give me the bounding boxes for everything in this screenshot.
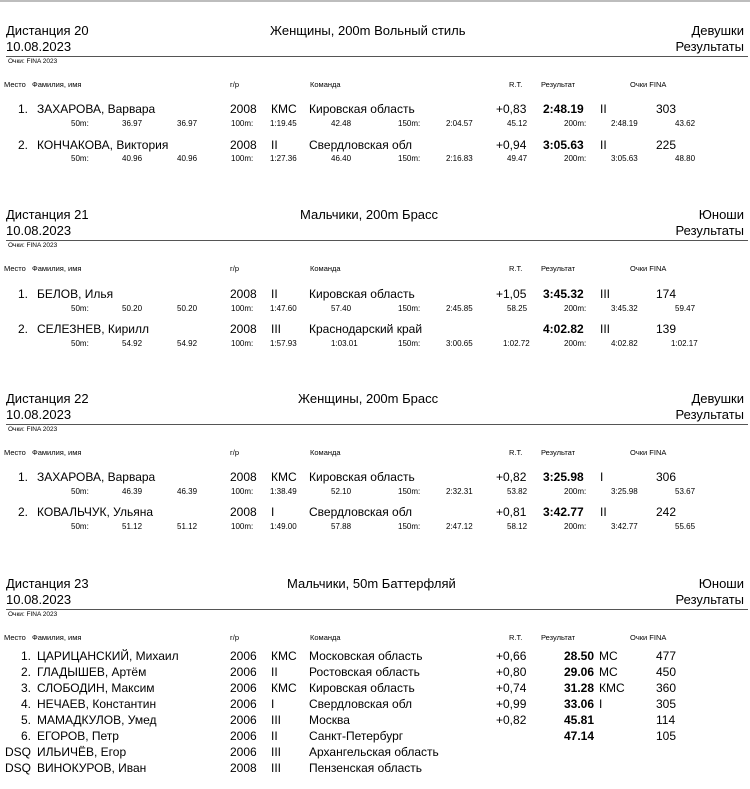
athlete-name: ЗАХАРОВА, Варвара	[37, 470, 156, 484]
event-group: Девушки	[691, 23, 744, 38]
result-time: 3:25.98	[543, 470, 584, 484]
place: 1.	[18, 470, 29, 484]
split-value: 1:57.93	[270, 339, 297, 348]
col-name: Фамилия, имя	[32, 633, 82, 642]
split-value: 58.25	[507, 304, 528, 313]
place: 1.	[20, 649, 31, 663]
col-year: г/р	[230, 80, 239, 89]
split-value: 50.20	[122, 304, 143, 313]
fina-points: 114	[656, 713, 676, 727]
fina-points: 242	[656, 505, 677, 519]
rank: II	[271, 729, 278, 743]
team: Архангельская область	[309, 745, 439, 759]
grade: I	[600, 470, 604, 484]
event-date: 10.08.2023	[6, 592, 72, 607]
team: Кировская область	[309, 287, 415, 301]
col-team: Команда	[310, 448, 341, 457]
split-value: 49.47	[507, 154, 528, 163]
rank: КМС	[271, 470, 297, 484]
col-rt: R.T.	[509, 264, 523, 273]
reaction-time: +0,83	[496, 102, 527, 116]
result-time: 47.14	[563, 729, 594, 743]
grade: МС	[599, 665, 618, 679]
event-date: 10.08.2023	[6, 223, 72, 238]
rank: КМС	[271, 681, 297, 695]
split-value: 1:02.17	[671, 339, 698, 348]
result-time: 2:48.19	[543, 102, 584, 116]
event-status: Результаты	[675, 592, 744, 607]
fina-points: 477	[656, 649, 677, 663]
athlete-name: МАМАДКУЛОВ, Умед	[37, 713, 157, 727]
split-value: 1:27.36	[270, 154, 297, 163]
reaction-time: +0,99	[496, 697, 527, 711]
col-points: Очки FINA	[630, 80, 667, 89]
split-value: 40.96	[122, 154, 143, 163]
birth-year: 2008	[230, 287, 257, 301]
col-points: Очки FINA	[630, 264, 667, 273]
col-name: Фамилия, имя	[32, 80, 82, 89]
grade: III	[600, 287, 611, 301]
event-title: Дистанция 23	[6, 576, 89, 591]
split-value: 57.88	[331, 522, 352, 531]
athlete-name: БЕЛОВ, Илья	[37, 287, 114, 301]
split-label: 100m:	[231, 119, 254, 128]
team: Краснодарский край	[309, 322, 423, 336]
split-label: 100m:	[231, 487, 254, 496]
col-points: Очки FINA	[630, 448, 667, 457]
split-label: 150m:	[398, 154, 421, 163]
col-result: Результат	[541, 633, 576, 642]
result-time: 33.06	[563, 697, 594, 711]
event-name: Женщины, 200m Брасс	[298, 391, 439, 406]
reaction-time: +0,82	[496, 713, 527, 727]
event-date: 10.08.2023	[6, 407, 72, 422]
fina-points: 303	[656, 102, 677, 116]
athlete-name: КОНЧАКОВА, Виктория	[37, 138, 169, 152]
split-label: 200m:	[564, 154, 587, 163]
rank: III	[271, 713, 282, 727]
event-title: Дистанция 21	[6, 207, 89, 222]
grade: МС	[599, 649, 618, 663]
split-value: 2:47.12	[446, 522, 473, 531]
rank: II	[271, 665, 278, 679]
split-value: 2:04.57	[446, 119, 473, 128]
athlete-name: ГЛАДЫШЕВ, Артём	[37, 665, 147, 679]
grade: I	[599, 697, 603, 711]
athlete-name: ИЛЬИЧЁВ, Егор	[37, 745, 127, 759]
split-label: 150m:	[398, 487, 421, 496]
team: Свердловская обл	[309, 697, 413, 711]
split-label: 100m:	[231, 304, 254, 313]
event-status: Результаты	[675, 223, 744, 238]
place: 2.	[20, 665, 31, 679]
split-value: 3:00.65	[446, 339, 473, 348]
split-label: 100m:	[231, 522, 254, 531]
col-result: Результат	[541, 80, 576, 89]
split-label: 150m:	[398, 119, 421, 128]
split-value: 57.40	[331, 304, 352, 313]
rank: КМС	[271, 649, 297, 663]
split-value: 1:49.00	[270, 522, 297, 531]
split-value: 1:38.49	[270, 487, 297, 496]
split-value: 43.62	[675, 119, 696, 128]
split-value: 53.82	[507, 487, 528, 496]
event-date: 10.08.2023	[6, 39, 72, 54]
split-value: 53.67	[675, 487, 696, 496]
divider	[6, 56, 748, 57]
split-value: 2:16.83	[446, 154, 473, 163]
split-value: 55.65	[675, 522, 696, 531]
split-value: 4:02.82	[611, 339, 638, 348]
col-year: г/р	[230, 264, 239, 273]
place: 4.	[20, 697, 31, 711]
col-result: Результат	[541, 264, 576, 273]
split-value: 46.40	[331, 154, 352, 163]
fina-points: 139	[656, 322, 677, 336]
col-year: г/р	[230, 448, 239, 457]
col-rt: R.T.	[509, 80, 523, 89]
fina-points: 105	[656, 729, 677, 743]
fina-points: 225	[656, 138, 677, 152]
team: Кировская область	[309, 470, 415, 484]
birth-year: 2006	[230, 649, 257, 663]
split-value: 1:03.01	[331, 339, 358, 348]
event-status: Результаты	[675, 407, 744, 422]
divider	[6, 240, 748, 241]
split-value: 1:47.60	[270, 304, 297, 313]
rank: II	[271, 287, 278, 301]
split-value: 2:45.85	[446, 304, 473, 313]
split-value: 3:42.77	[611, 522, 638, 531]
event-group: Юноши	[698, 207, 744, 222]
rank: I	[271, 697, 275, 711]
col-team: Команда	[310, 264, 341, 273]
team: Кировская область	[309, 681, 415, 695]
split-label: 200m:	[564, 522, 587, 531]
birth-year: 2008	[230, 138, 257, 152]
top-divider	[0, 0, 750, 2]
result-time: 3:05.63	[543, 138, 584, 152]
place: 1.	[18, 102, 29, 116]
split-value: 1:02.72	[503, 339, 530, 348]
split-value: 52.10	[331, 487, 352, 496]
team: Свердловская обл	[309, 505, 413, 519]
event-status: Результаты	[675, 39, 744, 54]
birth-year: 2008	[230, 470, 257, 484]
team: Свердловская обл	[309, 138, 413, 152]
reaction-time: +0,94	[496, 138, 527, 152]
result-time: 29.06	[563, 665, 594, 679]
birth-year: 2008	[230, 505, 257, 519]
result-time: 28.50	[563, 649, 594, 663]
fina-points: 360	[656, 681, 677, 695]
birth-year: 2008	[230, 322, 257, 336]
birth-year: 2006	[230, 681, 257, 695]
fina-points: 305	[656, 697, 677, 711]
col-points: Очки FINA	[630, 633, 667, 642]
place: 2.	[18, 138, 29, 152]
event-name: Женщины, 200m Вольный стиль	[270, 23, 466, 38]
split-value: 3:45.32	[611, 304, 638, 313]
reaction-time: +0,66	[496, 649, 527, 663]
col-place: Место	[4, 80, 26, 89]
split-label: 200m:	[564, 339, 587, 348]
athlete-name: НЕЧАЕВ, Константин	[37, 697, 157, 711]
place: 2.	[18, 505, 29, 519]
event-title: Дистанция 20	[6, 23, 89, 38]
team: Ростовская область	[309, 665, 420, 679]
place: 5.	[20, 713, 31, 727]
rank: III	[271, 745, 282, 759]
athlete-name: ВИНОКУРОВ, Иван	[37, 761, 147, 775]
col-year: г/р	[230, 633, 239, 642]
athlete-name: КОВАЛЬЧУК, Ульяна	[37, 505, 154, 519]
split-value: 2:48.19	[611, 119, 638, 128]
event-group: Юноши	[698, 576, 744, 591]
athlete-name: ЦАРИЦАНСКИЙ, Михаил	[37, 649, 179, 663]
split-value: 40.96	[177, 154, 198, 163]
birth-year: 2006	[230, 697, 257, 711]
col-team: Команда	[310, 80, 341, 89]
athlete-name: ЕГОРОВ, Петр	[37, 729, 119, 743]
split-label: 100m:	[231, 154, 254, 163]
place: 2.	[18, 322, 29, 336]
split-label: 50m:	[71, 522, 89, 531]
result-time: 45.81	[563, 713, 594, 727]
place: 1.	[18, 287, 29, 301]
event-name: Мальчики, 50m Баттерфляй	[287, 576, 456, 591]
split-value: 54.92	[177, 339, 198, 348]
split-label: 100m:	[231, 339, 254, 348]
rank: II	[271, 138, 278, 152]
team: Кировская область	[309, 102, 415, 116]
grade: II	[600, 102, 607, 116]
event-name: Мальчики, 200m Брасс	[300, 207, 439, 222]
split-value: 45.12	[507, 119, 528, 128]
fina-points: 450	[656, 665, 677, 679]
reaction-time: +0,80	[496, 665, 527, 679]
split-value: 42.48	[331, 119, 352, 128]
athlete-name: ЗАХАРОВА, Варвара	[37, 102, 156, 116]
split-label: 50m:	[71, 487, 89, 496]
grade: III	[600, 322, 611, 336]
place: 3.	[20, 681, 31, 695]
result-time: 3:45.32	[543, 287, 584, 301]
place: DSQ	[4, 761, 31, 775]
fina-points: 174	[656, 287, 677, 301]
team: Пензенская область	[309, 761, 423, 775]
team: Москва	[309, 713, 350, 727]
divider	[6, 424, 748, 425]
birth-year: 2006	[230, 713, 257, 727]
split-label: 150m:	[398, 339, 421, 348]
split-value: 2:32.31	[446, 487, 473, 496]
split-label: 200m:	[564, 487, 587, 496]
rank: III	[271, 322, 282, 336]
points-note: Очки: FINA 2023	[8, 58, 58, 65]
grade: II	[600, 505, 607, 519]
split-value: 58.12	[507, 522, 528, 531]
reaction-time: +0,82	[496, 470, 527, 484]
split-label: 150m:	[398, 522, 421, 531]
split-label: 200m:	[564, 304, 587, 313]
col-place: Место	[4, 633, 26, 642]
split-value: 3:05.63	[611, 154, 638, 163]
split-value: 59.47	[675, 304, 696, 313]
result-time: 31.28	[563, 681, 594, 695]
split-value: 51.12	[177, 522, 198, 531]
split-value: 46.39	[122, 487, 143, 496]
birth-year: 2006	[230, 729, 257, 743]
birth-year: 2008	[230, 102, 257, 116]
reaction-time: +0,74	[496, 681, 527, 695]
points-note: Очки: FINA 2023	[8, 611, 58, 618]
col-team: Команда	[310, 633, 341, 642]
split-value: 36.97	[177, 119, 198, 128]
split-label: 50m:	[71, 154, 89, 163]
split-value: 51.12	[122, 522, 143, 531]
split-value: 3:25.98	[611, 487, 638, 496]
col-result: Результат	[541, 448, 576, 457]
points-note: Очки: FINA 2023	[8, 242, 58, 249]
col-name: Фамилия, имя	[32, 448, 82, 457]
split-label: 50m:	[71, 339, 89, 348]
athlete-name: СЛОБОДИН, Максим	[37, 681, 155, 695]
event-group: Девушки	[691, 391, 744, 406]
split-value: 54.92	[122, 339, 143, 348]
split-value: 36.97	[122, 119, 143, 128]
reaction-time: +1,05	[496, 287, 527, 301]
place: 6.	[20, 729, 31, 743]
col-place: Место	[4, 448, 26, 457]
split-label: 150m:	[398, 304, 421, 313]
rank: III	[271, 761, 282, 775]
split-label: 50m:	[71, 119, 89, 128]
grade: II	[600, 138, 607, 152]
col-name: Фамилия, имя	[32, 264, 82, 273]
result-time: 3:42.77	[543, 505, 584, 519]
points-note: Очки: FINA 2023	[8, 426, 58, 433]
team: Санкт-Петербург	[309, 729, 404, 743]
event-title: Дистанция 22	[6, 391, 89, 406]
split-value: 46.39	[177, 487, 198, 496]
grade: КМС	[599, 681, 625, 695]
team: Московская область	[309, 649, 423, 663]
athlete-name: СЕЛЕЗНЕВ, Кирилл	[37, 322, 149, 336]
split-value: 50.20	[177, 304, 198, 313]
birth-year: 2006	[230, 665, 257, 679]
divider	[6, 609, 748, 610]
col-rt: R.T.	[509, 633, 523, 642]
reaction-time: +0,81	[496, 505, 527, 519]
split-value: 1:19.45	[270, 119, 297, 128]
place: DSQ	[4, 745, 31, 759]
col-place: Место	[4, 264, 26, 273]
rank: КМС	[271, 102, 297, 116]
rank: I	[271, 505, 275, 519]
split-label: 200m:	[564, 119, 587, 128]
birth-year: 2006	[230, 745, 257, 759]
split-value: 48.80	[675, 154, 696, 163]
split-label: 50m:	[71, 304, 89, 313]
fina-points: 306	[656, 470, 677, 484]
birth-year: 2008	[230, 761, 257, 775]
col-rt: R.T.	[509, 448, 523, 457]
result-time: 4:02.82	[543, 322, 584, 336]
